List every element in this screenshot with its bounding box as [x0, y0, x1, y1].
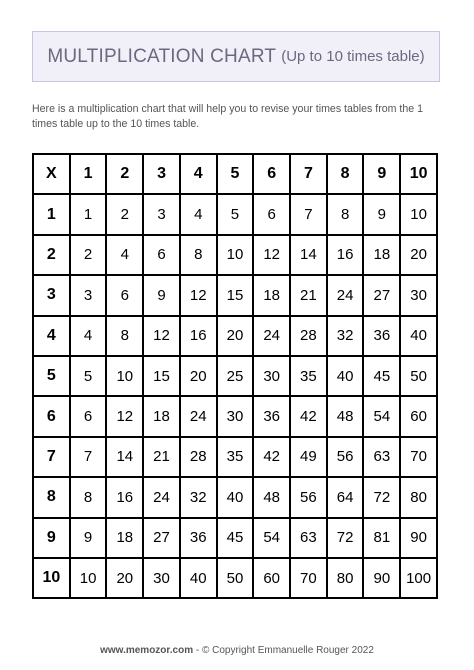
page-title: MULTIPLICATION CHART: [47, 45, 277, 67]
row-header-cell: 5: [33, 356, 70, 396]
product-cell: 9: [70, 518, 107, 558]
product-cell: 35: [217, 437, 254, 477]
product-cell: 28: [290, 316, 327, 356]
product-cell: 81: [363, 518, 400, 558]
row-header-cell: 1: [33, 194, 70, 234]
product-cell: 21: [290, 275, 327, 315]
product-cell: 48: [327, 396, 364, 436]
product-cell: 3: [70, 275, 107, 315]
column-header-cell: 4: [180, 154, 217, 194]
product-cell: 56: [327, 437, 364, 477]
product-cell: 9: [363, 194, 400, 234]
product-cell: 15: [217, 275, 254, 315]
product-cell: 6: [70, 396, 107, 436]
product-cell: 27: [363, 275, 400, 315]
product-cell: 9: [143, 275, 180, 315]
product-cell: 18: [106, 518, 143, 558]
product-cell: 80: [327, 558, 364, 598]
product-cell: 4: [70, 316, 107, 356]
product-cell: 6: [143, 235, 180, 275]
product-cell: 18: [253, 275, 290, 315]
product-cell: 70: [290, 558, 327, 598]
product-cell: 12: [106, 396, 143, 436]
row-header-cell: 4: [33, 316, 70, 356]
product-cell: 40: [400, 316, 437, 356]
table-header-row: [33, 154, 437, 194]
product-cell: 8: [106, 316, 143, 356]
title-box: [32, 31, 440, 82]
product-cell: 30: [400, 275, 437, 315]
row-header-cell: 7: [33, 437, 70, 477]
product-cell: 64: [327, 477, 364, 517]
product-cell: 60: [253, 558, 290, 598]
product-cell: 16: [327, 235, 364, 275]
product-cell: 50: [400, 356, 437, 396]
product-cell: 63: [290, 518, 327, 558]
product-cell: 14: [106, 437, 143, 477]
table-row: [33, 356, 437, 396]
product-cell: 24: [180, 396, 217, 436]
column-header-cell: 3: [143, 154, 180, 194]
product-cell: 36: [363, 316, 400, 356]
intro-text: Here is a multiplication chart that will help you to revise your times tables from the 1 times table up to the 10 times table.: [32, 103, 423, 130]
footer: [0, 645, 474, 656]
product-cell: 90: [400, 518, 437, 558]
column-header-cell: 5: [217, 154, 254, 194]
table-row: [33, 437, 437, 477]
product-cell: 42: [253, 437, 290, 477]
product-cell: 63: [363, 437, 400, 477]
column-header-cell: 10: [400, 154, 437, 194]
product-cell: 32: [180, 477, 217, 517]
row-header-cell: 3: [33, 275, 70, 315]
product-cell: 20: [106, 558, 143, 598]
product-cell: 10: [217, 235, 254, 275]
product-cell: 6: [106, 275, 143, 315]
product-cell: 60: [400, 396, 437, 436]
product-cell: 18: [143, 396, 180, 436]
product-cell: 45: [363, 356, 400, 396]
product-cell: 10: [70, 558, 107, 598]
row-header-cell: 8: [33, 477, 70, 517]
product-cell: 30: [217, 396, 254, 436]
table-row: [33, 275, 437, 315]
product-cell: 20: [400, 235, 437, 275]
product-cell: 54: [253, 518, 290, 558]
product-cell: 100: [400, 558, 437, 598]
product-cell: 54: [363, 396, 400, 436]
product-cell: 42: [290, 396, 327, 436]
product-cell: 36: [180, 518, 217, 558]
product-cell: 3: [143, 194, 180, 234]
product-cell: 12: [180, 275, 217, 315]
product-cell: 7: [70, 437, 107, 477]
row-header-cell: 9: [33, 518, 70, 558]
product-cell: 40: [217, 477, 254, 517]
product-cell: 49: [290, 437, 327, 477]
footer-site-link[interactable]: www.memozor.com: [100, 645, 194, 656]
product-cell: 14: [290, 235, 327, 275]
column-header-cell: 1: [70, 154, 107, 194]
product-cell: 16: [180, 316, 217, 356]
column-header-cell: 8: [327, 154, 364, 194]
product-cell: 6: [253, 194, 290, 234]
product-cell: 15: [143, 356, 180, 396]
table-row: [33, 194, 437, 234]
product-cell: 28: [180, 437, 217, 477]
product-cell: 1: [70, 194, 107, 234]
product-cell: 5: [70, 356, 107, 396]
product-cell: 8: [327, 194, 364, 234]
table-row: [33, 396, 437, 436]
product-cell: 12: [253, 235, 290, 275]
table-row: [33, 518, 437, 558]
product-cell: 30: [253, 356, 290, 396]
product-cell: 45: [217, 518, 254, 558]
multiplication-table: [32, 153, 438, 599]
product-cell: 27: [143, 518, 180, 558]
table-row: [33, 316, 437, 356]
product-cell: 24: [327, 275, 364, 315]
product-cell: 5: [217, 194, 254, 234]
product-cell: 2: [70, 235, 107, 275]
product-cell: 70: [400, 437, 437, 477]
product-cell: 50: [217, 558, 254, 598]
row-header-cell: 6: [33, 396, 70, 436]
product-cell: 56: [290, 477, 327, 517]
product-cell: 72: [327, 518, 364, 558]
product-cell: 25: [217, 356, 254, 396]
product-cell: 72: [363, 477, 400, 517]
product-cell: 12: [143, 316, 180, 356]
product-cell: 4: [180, 194, 217, 234]
column-header-cell: 9: [363, 154, 400, 194]
product-cell: 36: [253, 396, 290, 436]
row-header-cell: 2: [33, 235, 70, 275]
product-cell: 4: [106, 235, 143, 275]
product-cell: 35: [290, 356, 327, 396]
product-cell: 20: [217, 316, 254, 356]
row-header-cell: 10: [33, 558, 70, 598]
product-cell: 2: [106, 194, 143, 234]
product-cell: 30: [143, 558, 180, 598]
footer-copyright: - © Copyright Emmanuelle Rouger 2022: [193, 645, 374, 656]
column-header-cell: 6: [253, 154, 290, 194]
product-cell: 40: [180, 558, 217, 598]
column-header-cell: 2: [106, 154, 143, 194]
product-cell: 10: [400, 194, 437, 234]
product-cell: 24: [253, 316, 290, 356]
product-cell: 90: [363, 558, 400, 598]
page-subtitle: (Up to 10 times table): [281, 48, 425, 65]
table-row: [33, 235, 437, 275]
product-cell: 21: [143, 437, 180, 477]
product-cell: 7: [290, 194, 327, 234]
product-cell: 8: [180, 235, 217, 275]
product-cell: 32: [327, 316, 364, 356]
product-cell: 18: [363, 235, 400, 275]
product-cell: 40: [327, 356, 364, 396]
product-cell: 24: [143, 477, 180, 517]
product-cell: 16: [106, 477, 143, 517]
table-row: [33, 558, 437, 598]
product-cell: 48: [253, 477, 290, 517]
product-cell: 20: [180, 356, 217, 396]
table-corner-cell: X: [33, 154, 70, 194]
table-row: [33, 477, 437, 517]
product-cell: 80: [400, 477, 437, 517]
product-cell: 8: [70, 477, 107, 517]
column-header-cell: 7: [290, 154, 327, 194]
product-cell: 10: [106, 356, 143, 396]
